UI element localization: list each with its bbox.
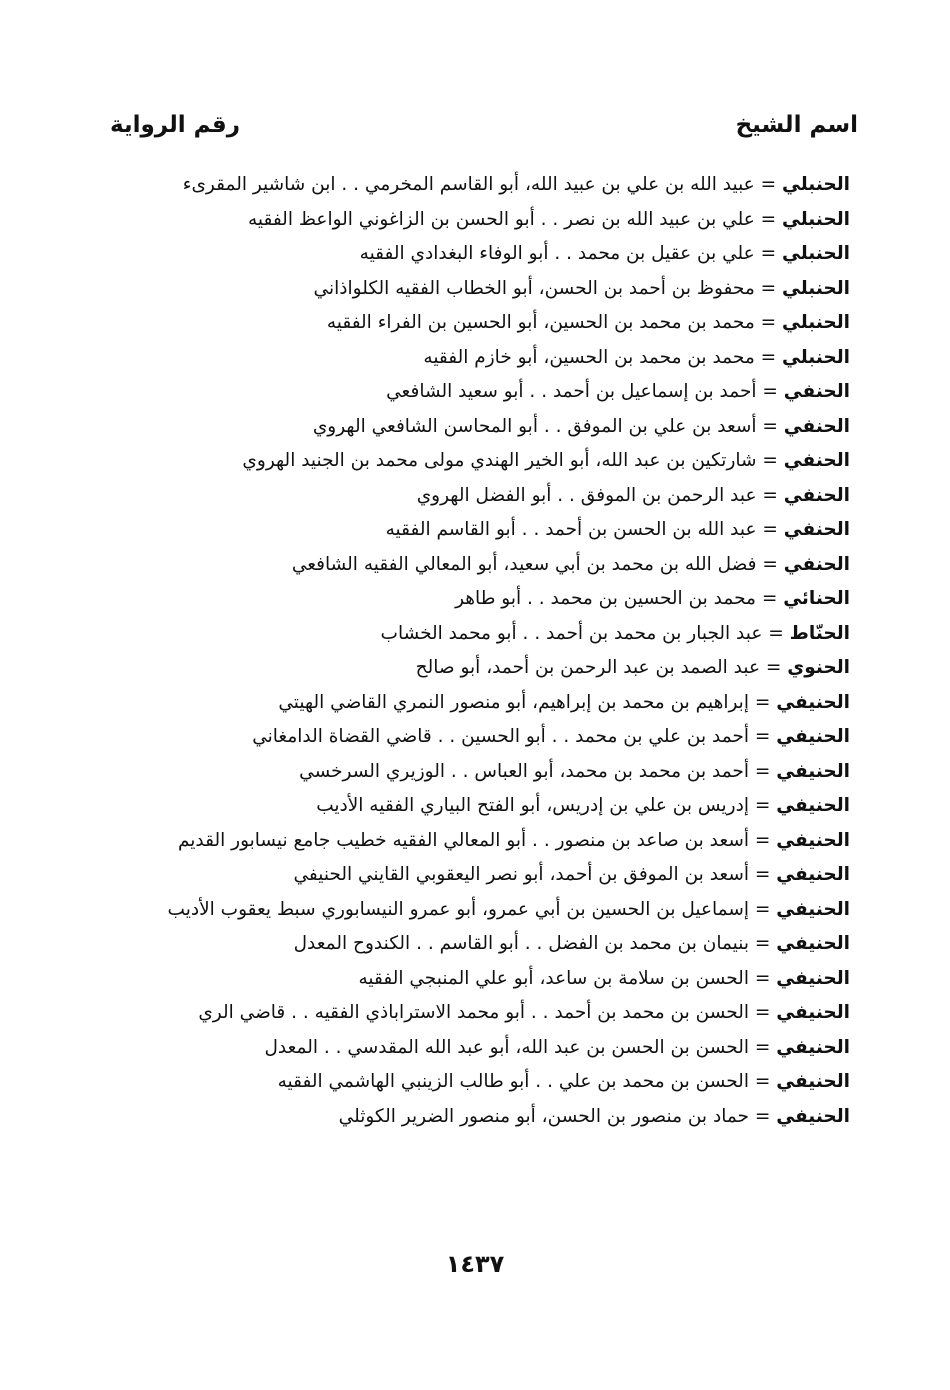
index-entry <box>177 824 850 859</box>
entry-nisba-label: الحنيفي <box>776 1036 850 1058</box>
entry-nisba-label: الحنيفي <box>776 898 850 920</box>
entry-nisba-label: الحنبلي <box>782 174 850 195</box>
index-entry <box>180 168 850 203</box>
entry-nisba-label: الحنيفي <box>776 1002 850 1023</box>
index-entry <box>180 272 850 307</box>
page-number: ١٤٣٧ <box>445 1250 505 1278</box>
entry-name-text: = محمد بن محمد بن الحسين، أبو خازم الفقيه <box>423 346 782 368</box>
narration-number-heading: رقم الرواية <box>110 112 240 138</box>
index-entry <box>180 755 850 790</box>
entry-nisba-label: الحنائي <box>783 588 850 609</box>
entry-name-text: = أسعد بن الموفق بن أحمد، أبو نصر اليعقوبي القايني الحنيفي <box>293 864 777 885</box>
index-entry <box>180 306 850 341</box>
index-entry <box>180 582 850 617</box>
entry-nisba-label: الحنيفي <box>776 1105 850 1127</box>
entry-name-text: = شارتكين بن عبد الله، أبو الخير الهندي مولى محمد بن الجنيد الهروي <box>242 450 784 471</box>
entry-name-text: = علي بن عقيل بن محمد . . أبو الوفاء البغدادي الفقيه <box>359 243 782 264</box>
entry-nisba-label: الحنيفي <box>776 726 850 747</box>
entry-nisba-label: الحنفي <box>783 519 850 540</box>
index-entry <box>180 1100 850 1135</box>
entry-name-text: = أسعد بن علي بن الموفق . . أبو المحاسن الشافعي الهروي <box>312 415 784 437</box>
entry-nisba-label: الحنيفي <box>776 1071 850 1092</box>
index-entry <box>180 410 850 445</box>
entry-nisba-label: الحنبلي <box>782 243 850 264</box>
index-entry <box>180 789 850 824</box>
entry-nisba-label: الحنفي <box>783 450 850 471</box>
entry-nisba-label: الحنوي <box>787 657 850 678</box>
entry-name-text: = إسماعيل بن الحسين بن أبي عمرو، أبو عمرو النيسابوري سبط يعقوب الأديب <box>167 898 777 920</box>
index-entry <box>180 237 850 272</box>
index-entry <box>167 893 850 928</box>
entry-nisba-label: الحنبلي <box>782 312 850 333</box>
index-entry <box>180 513 850 548</box>
entry-name-text: = محفوظ بن أحمد بن الحسن، أبو الخطاب الفقيه الكلواذاني <box>313 277 782 299</box>
index-entry <box>180 686 850 721</box>
entry-name-text: = فضل الله بن محمد بن أبي سعيد، أبو المعالي الفقيه الشافعي <box>291 553 784 575</box>
entry-nisba-label: الحنفي <box>783 553 850 575</box>
entry-name-text: = عبيد الله بن علي بن عبيد الله، أبو القاسم المخرمي . . ابن شاشير المقرىء <box>182 174 782 195</box>
index-entry <box>180 375 850 410</box>
entry-name-text: = أحمد بن محمد بن محمد، أبو العباس . . الوزيري السرخسي <box>299 760 777 782</box>
entry-name-text: = عبد الصمد بن عبد الرحمن بن أحمد، أبو صالح <box>415 657 788 678</box>
index-entry <box>180 1065 850 1100</box>
entry-name-text: = محمد بن الحسين بن محمد . . أبو طاهر <box>455 588 784 609</box>
entry-nisba-label: الحنبلي <box>782 346 850 368</box>
sheikh-name-heading: اسم الشيخ <box>735 112 858 138</box>
entry-nisba-label: الحنيفي <box>776 795 850 816</box>
entry-nisba-label: الحنفي <box>783 381 850 402</box>
entry-nisba-label: الحنيفي <box>776 933 850 954</box>
entry-name-text: = عبد الرحمن بن الموفق . . أبو الفضل الهروي <box>416 484 784 506</box>
index-entry <box>180 341 850 376</box>
entry-name-text: = أحمد بن إسماعيل بن أحمد . . أبو سعيد الشافعي <box>386 381 784 402</box>
index-entry <box>180 444 850 479</box>
entry-nisba-label: الحنيفي <box>776 760 850 782</box>
column-header <box>110 112 858 152</box>
index-entry <box>180 962 850 997</box>
index-entry <box>180 479 850 514</box>
entry-name-text: = علي بن عبيد الله بن نصر . . أبو الحسن بن الزاغوني الواعظ الفقيه <box>247 208 782 230</box>
index-entry <box>180 651 850 686</box>
entry-name-text: = أحمد بن علي بن محمد . . أبو الحسين . . قاضي القضاة الدامغاني <box>252 726 777 747</box>
entry-name-text: = الحسن بن سلامة بن ساعد، أبو علي المنبجي الفقيه <box>358 967 777 989</box>
entry-nisba-label: الحنيفي <box>776 829 850 851</box>
entry-name-text: = الحسن بن الحسن بن عبد الله، أبو عبد الله المقدسي . . المعدل <box>264 1036 777 1058</box>
index-entry <box>180 927 850 962</box>
entry-name-text: = عبد الجبار بن محمد بن أحمد . . أبو محمد الخشاب <box>380 622 790 644</box>
entry-nisba-label: الحنيفي <box>776 864 850 885</box>
index-entry <box>180 720 850 755</box>
entry-name-text: = إدريس بن علي بن إدريس، أبو الفتح البياري الفقيه الأديب <box>316 795 777 816</box>
entry-name-text: = بنيمان بن محمد بن الفضل . . أبو القاسم . . الكندوح المعدل <box>293 933 777 954</box>
entry-nisba-label: الحنيفي <box>776 691 850 713</box>
index-entry <box>180 203 850 238</box>
index-entry <box>180 617 850 652</box>
entry-name-text: = عبد الله بن الحسن بن أحمد . . أبو القاسم الفقيه <box>385 519 784 540</box>
entry-nisba-label: الحنفي <box>783 484 850 506</box>
entry-nisba-label: الحنفي <box>783 415 850 437</box>
index-entry <box>180 1031 850 1066</box>
entry-name-text: = إبراهيم بن محمد بن إبراهيم، أبو منصور النمري القاضي الهيتي <box>278 691 777 713</box>
entry-name-text: = محمد بن محمد بن الحسين، أبو الحسين بن الفراء الفقيه <box>326 312 782 333</box>
entry-name-text: = حماد بن منصور بن الحسن، أبو منصور الضرير الكوثلي <box>338 1105 777 1127</box>
index-entries-list <box>167 168 850 1134</box>
entry-nisba-label: الحنبلي <box>782 277 850 299</box>
entry-name-text: = الحسن بن محمد بن علي . . أبو طالب الزينبي الهاشمي الفقيه <box>277 1071 777 1092</box>
index-entry <box>180 548 850 583</box>
entry-nisba-label: الحنّاط <box>789 622 850 644</box>
entry-nisba-label: الحنيفي <box>776 967 850 989</box>
index-entry <box>180 858 850 893</box>
index-entry <box>180 996 850 1031</box>
entry-name-text: = أسعد بن صاعد بن منصور . . أبو المعالي الفقيه خطيب جامع نيسابور القديم <box>177 829 777 851</box>
entry-name-text: = الحسن بن محمد بن أحمد . . أبو محمد الاستراباذي الفقيه . . قاضي الري <box>198 1002 777 1023</box>
entry-nisba-label: الحنبلي <box>782 208 850 230</box>
